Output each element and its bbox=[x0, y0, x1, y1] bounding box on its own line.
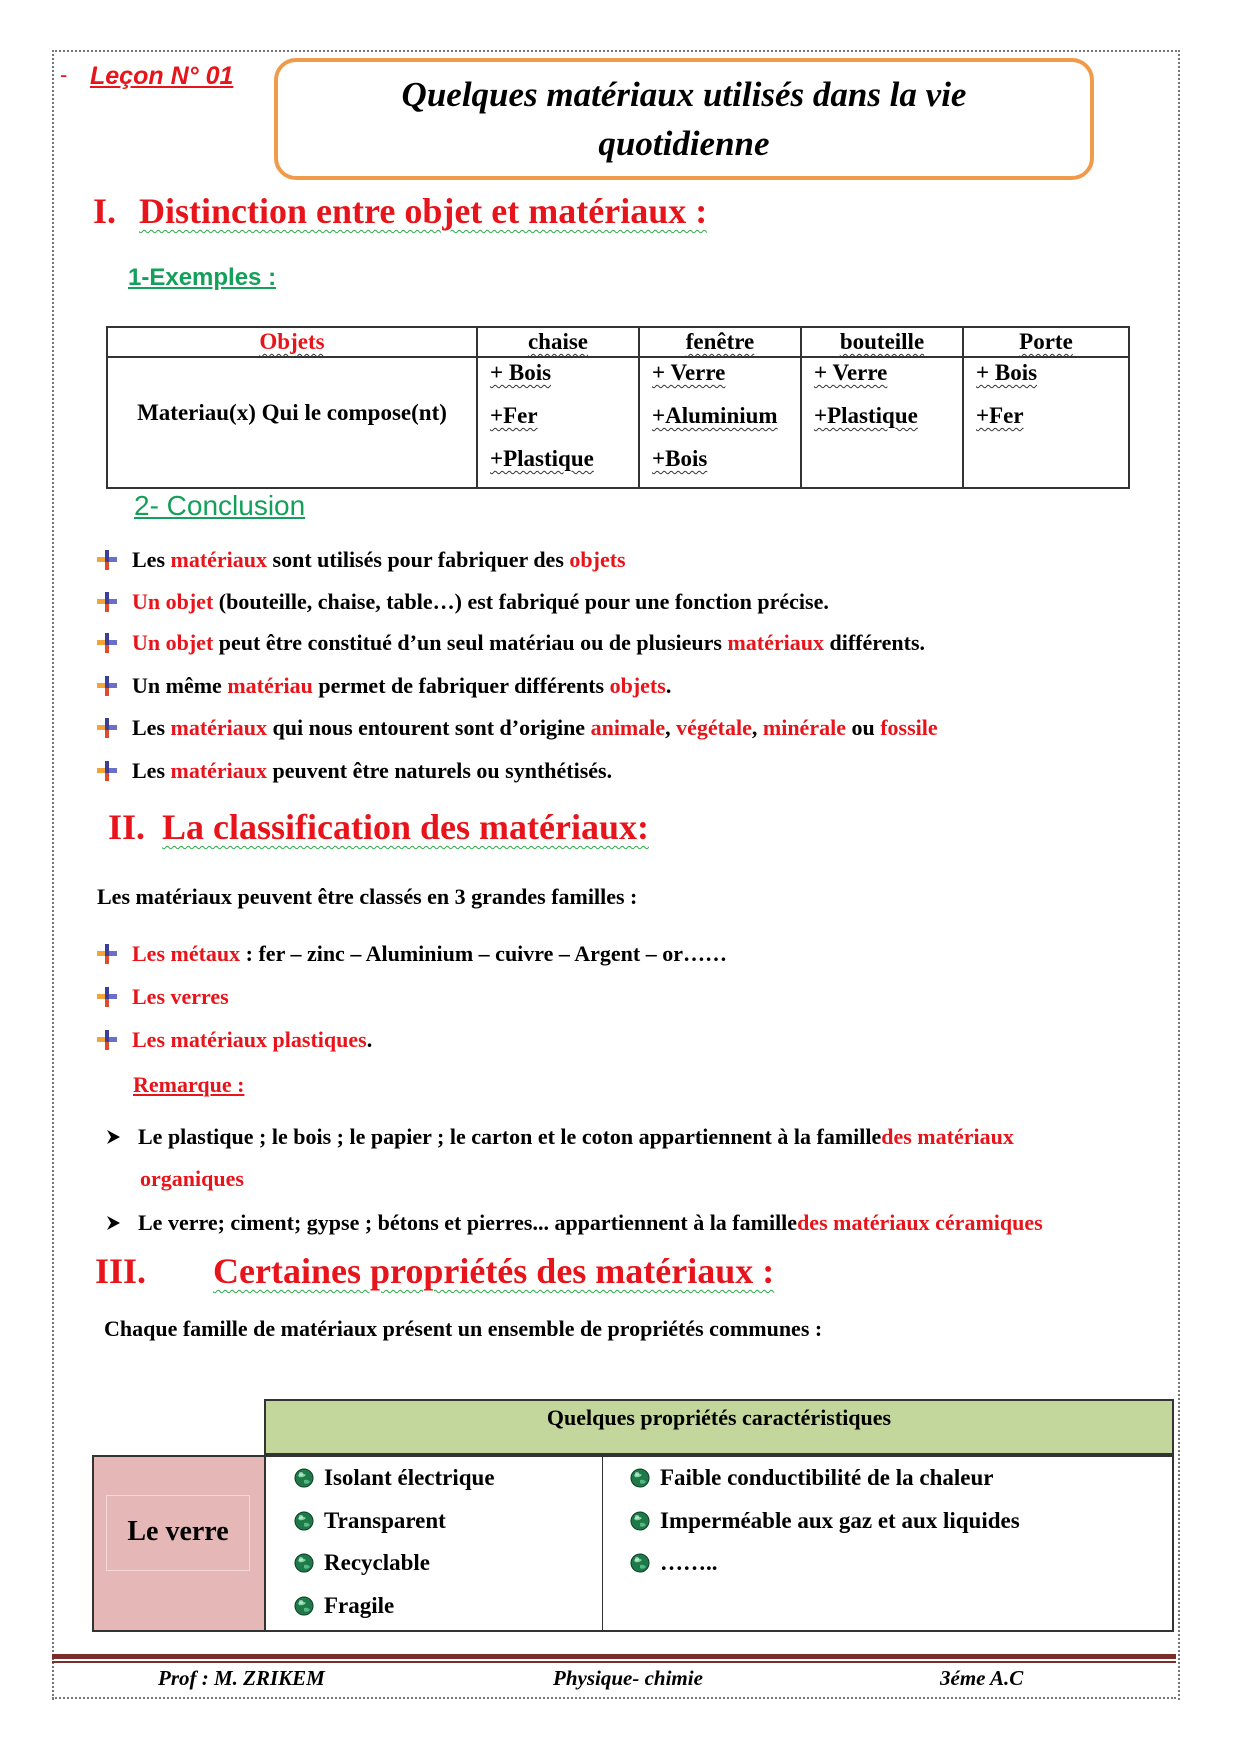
text-run: Les bbox=[132, 547, 171, 572]
object-name: bouteille bbox=[839, 329, 925, 354]
lesson-marker: - bbox=[60, 62, 68, 87]
family-cell bbox=[94, 1457, 266, 1630]
text-run: sont utilisés pour fabriquer des bbox=[267, 547, 570, 572]
materials-cell bbox=[639, 357, 801, 488]
plus-bullet-icon bbox=[96, 986, 118, 1008]
text-run: (bouteille, chaise, table…) est fabriqué pour une fonction précise. bbox=[213, 589, 829, 614]
plus-bullet-icon bbox=[96, 1029, 118, 1051]
property-text: Imperméable aux gaz et aux liquides bbox=[660, 1508, 1020, 1533]
arrow-bullet-icon bbox=[104, 1214, 122, 1232]
table-materials-row bbox=[107, 357, 1129, 488]
conclusion-item-text bbox=[132, 758, 612, 784]
highlighted-term: matériaux bbox=[170, 547, 268, 572]
text-run: ou bbox=[845, 715, 881, 740]
classification-intro: Les matériaux peuvent être classés en 3 grandes familles : bbox=[97, 884, 638, 909]
remark-text: Le plastique ; le bois ; le papier ; le carton et le coton appartiennent à la famille bbox=[138, 1124, 882, 1149]
highlighted-term: végétale bbox=[676, 715, 752, 740]
section-3-heading bbox=[95, 1250, 774, 1292]
highlighted-term: Les verres bbox=[132, 984, 229, 1009]
material-item: + Verre bbox=[814, 360, 888, 385]
properties-intro: Chaque famille de matériaux présent un ensemble de propriétés communes : bbox=[104, 1316, 823, 1341]
remark-continuation: organiques bbox=[140, 1166, 244, 1191]
text-run: peut être constitué d’un seul matériau ou de plusieurs bbox=[213, 630, 728, 655]
conclusion-item-text bbox=[132, 630, 925, 656]
globe-bullet-icon bbox=[630, 1553, 650, 1573]
family-item bbox=[96, 941, 727, 967]
plus-bullet-icon bbox=[96, 591, 118, 613]
remark-highlight: des matériaux bbox=[881, 1124, 1014, 1149]
plus-bullet-icon bbox=[96, 675, 118, 697]
text-run: différents. bbox=[823, 630, 926, 655]
highlighted-term: minérale bbox=[762, 715, 846, 740]
title-box bbox=[274, 58, 1094, 180]
footer-teacher: Prof : M. ZRIKEM bbox=[158, 1666, 325, 1690]
property-item bbox=[294, 1465, 495, 1491]
arrow-bullet-icon bbox=[104, 1128, 122, 1146]
globe-bullet-icon bbox=[294, 1511, 314, 1531]
remark-highlight: des matériaux céramiques bbox=[797, 1210, 1043, 1235]
property-text: Transparent bbox=[324, 1508, 446, 1533]
properties-table-header: Quelques propriétés caractéristiques bbox=[264, 1399, 1174, 1455]
plus-bullet-icon bbox=[96, 549, 118, 571]
title-line-2: quotidienne bbox=[598, 124, 770, 163]
plus-bullet-icon bbox=[96, 717, 118, 739]
material-item: +Plastique bbox=[490, 446, 594, 471]
family-item bbox=[96, 984, 229, 1010]
highlighted-term: matériaux bbox=[170, 715, 268, 740]
property-text: Recyclable bbox=[324, 1550, 431, 1575]
materials-row-label: Materiau(x) Qui le compose(nt) bbox=[137, 399, 447, 425]
highlighted-term: Les matériaux plastiques bbox=[132, 1027, 367, 1052]
text-run: . bbox=[665, 673, 672, 698]
section-3-number: III. bbox=[95, 1251, 147, 1291]
conclusion-item bbox=[96, 547, 626, 573]
conclusion-item bbox=[96, 715, 938, 741]
globe-bullet-icon bbox=[630, 1511, 650, 1531]
property-item bbox=[630, 1508, 1020, 1534]
conclusion-item bbox=[96, 589, 829, 615]
plus-bullet-icon bbox=[96, 632, 118, 654]
property-item bbox=[630, 1465, 994, 1491]
section-3-title: Certaines propriétés des matériaux : bbox=[213, 1251, 775, 1291]
footer-class: 3éme A.C bbox=[940, 1666, 1024, 1690]
text-run: , bbox=[751, 715, 763, 740]
highlighted-term: matériaux bbox=[170, 758, 268, 783]
conclusion-item bbox=[96, 758, 612, 784]
section-1-heading bbox=[93, 190, 707, 232]
materials-cell bbox=[477, 357, 639, 488]
object-cell bbox=[639, 327, 801, 357]
property-text: …….. bbox=[660, 1550, 718, 1575]
material-item: +Fer bbox=[976, 403, 1024, 428]
column-divider bbox=[602, 1457, 603, 1630]
highlighted-term: Un objet bbox=[132, 630, 214, 655]
conclusion-item-text bbox=[132, 673, 671, 699]
family-item bbox=[96, 1027, 372, 1053]
highlighted-term: objets bbox=[609, 673, 666, 698]
remark-text: Le verre; ciment; gypse ; bétons et pierres... appartiennent à la famille bbox=[138, 1210, 798, 1235]
examples-heading: 1-Exemples : bbox=[128, 264, 277, 291]
object-cell bbox=[477, 327, 639, 357]
text-run: . bbox=[366, 1027, 373, 1052]
property-item bbox=[294, 1593, 394, 1619]
material-item: +Plastique bbox=[814, 403, 918, 428]
object-name: chaise bbox=[527, 329, 589, 354]
title-line-1: Quelques matériaux utilisés dans la vie bbox=[401, 75, 967, 114]
highlighted-term: objets bbox=[569, 547, 626, 572]
text-run: permet de fabriquer différents bbox=[312, 673, 610, 698]
remark-heading: Remarque : bbox=[133, 1072, 245, 1097]
globe-bullet-icon bbox=[294, 1596, 314, 1616]
globe-bullet-icon bbox=[294, 1553, 314, 1573]
objects-header-cell bbox=[107, 327, 477, 357]
material-item: +Fer bbox=[490, 403, 538, 428]
property-item bbox=[294, 1508, 446, 1534]
conclusion-item-text bbox=[132, 547, 626, 573]
property-item bbox=[630, 1550, 718, 1576]
material-item: + Bois bbox=[976, 360, 1038, 385]
text-run: qui nous entourent sont d’origine bbox=[267, 715, 591, 740]
text-run: peuvent être naturels ou synthétisés. bbox=[267, 758, 613, 783]
section-2-heading bbox=[108, 806, 649, 848]
properties-table-body bbox=[92, 1455, 1174, 1632]
text-run: Les bbox=[132, 758, 171, 783]
examples-table bbox=[106, 326, 1130, 489]
property-item bbox=[294, 1550, 430, 1576]
globe-bullet-icon bbox=[294, 1468, 314, 1488]
globe-bullet-icon bbox=[630, 1468, 650, 1488]
material-item: +Bois bbox=[652, 446, 708, 471]
text-run: Un même bbox=[132, 673, 228, 698]
family-item-text bbox=[132, 1027, 372, 1053]
family-item-text bbox=[132, 984, 229, 1010]
conclusion-item bbox=[96, 673, 671, 699]
section-1-title: Distinction entre objet et matériaux : bbox=[139, 191, 708, 231]
material-item: +Aluminium bbox=[652, 403, 778, 428]
footer-rule bbox=[52, 1654, 1176, 1659]
highlighted-term: matériau bbox=[227, 673, 313, 698]
highlighted-term: Les métaux bbox=[132, 941, 241, 966]
footer-rule-thin bbox=[52, 1661, 1176, 1663]
highlighted-term: matériaux bbox=[727, 630, 824, 655]
remark-item bbox=[104, 1124, 1014, 1150]
conclusion-item-text bbox=[132, 589, 829, 615]
remark-item bbox=[104, 1210, 1043, 1236]
plus-bullet-icon bbox=[96, 760, 118, 782]
family-item-text bbox=[132, 941, 727, 967]
text-run: , bbox=[665, 715, 677, 740]
text-run: : fer – zinc – Aluminium – cuivre – Argent – or…… bbox=[240, 941, 727, 966]
conclusion-item bbox=[96, 630, 925, 656]
family-label: Le verre bbox=[106, 1495, 250, 1571]
objects-header-label: Objets bbox=[259, 329, 325, 354]
object-name: Porte bbox=[1019, 329, 1073, 354]
materials-cell bbox=[963, 357, 1129, 488]
property-text: Isolant électrique bbox=[324, 1465, 495, 1490]
object-cell bbox=[963, 327, 1129, 357]
highlighted-term: fossile bbox=[880, 715, 938, 740]
object-name: fenêtre bbox=[685, 329, 755, 354]
highlighted-term: Un objet bbox=[132, 589, 214, 614]
text-run: Les bbox=[132, 715, 171, 740]
property-text: Faible conductibilité de la chaleur bbox=[660, 1465, 994, 1490]
material-item: + Bois bbox=[490, 360, 552, 385]
object-cell bbox=[801, 327, 963, 357]
highlighted-term: animale bbox=[590, 715, 666, 740]
material-item: + Verre bbox=[652, 360, 726, 385]
plus-bullet-icon bbox=[96, 943, 118, 965]
lesson-number: Leçon N° 01 bbox=[90, 62, 234, 90]
property-text: Fragile bbox=[324, 1593, 395, 1618]
materials-cell bbox=[801, 357, 963, 488]
conclusion-item-text bbox=[132, 715, 938, 741]
table-header-row bbox=[107, 327, 1129, 357]
section-2-number: II. bbox=[108, 807, 146, 847]
section-2-title: La classification des matériaux: bbox=[162, 807, 649, 847]
conclusion-heading: 2- Conclusion bbox=[134, 490, 306, 521]
materials-row-label-cell bbox=[107, 357, 477, 488]
footer-subject: Physique- chimie bbox=[553, 1666, 703, 1690]
page-border-bottom bbox=[52, 1697, 1176, 1699]
section-1-number: I. bbox=[93, 191, 117, 231]
